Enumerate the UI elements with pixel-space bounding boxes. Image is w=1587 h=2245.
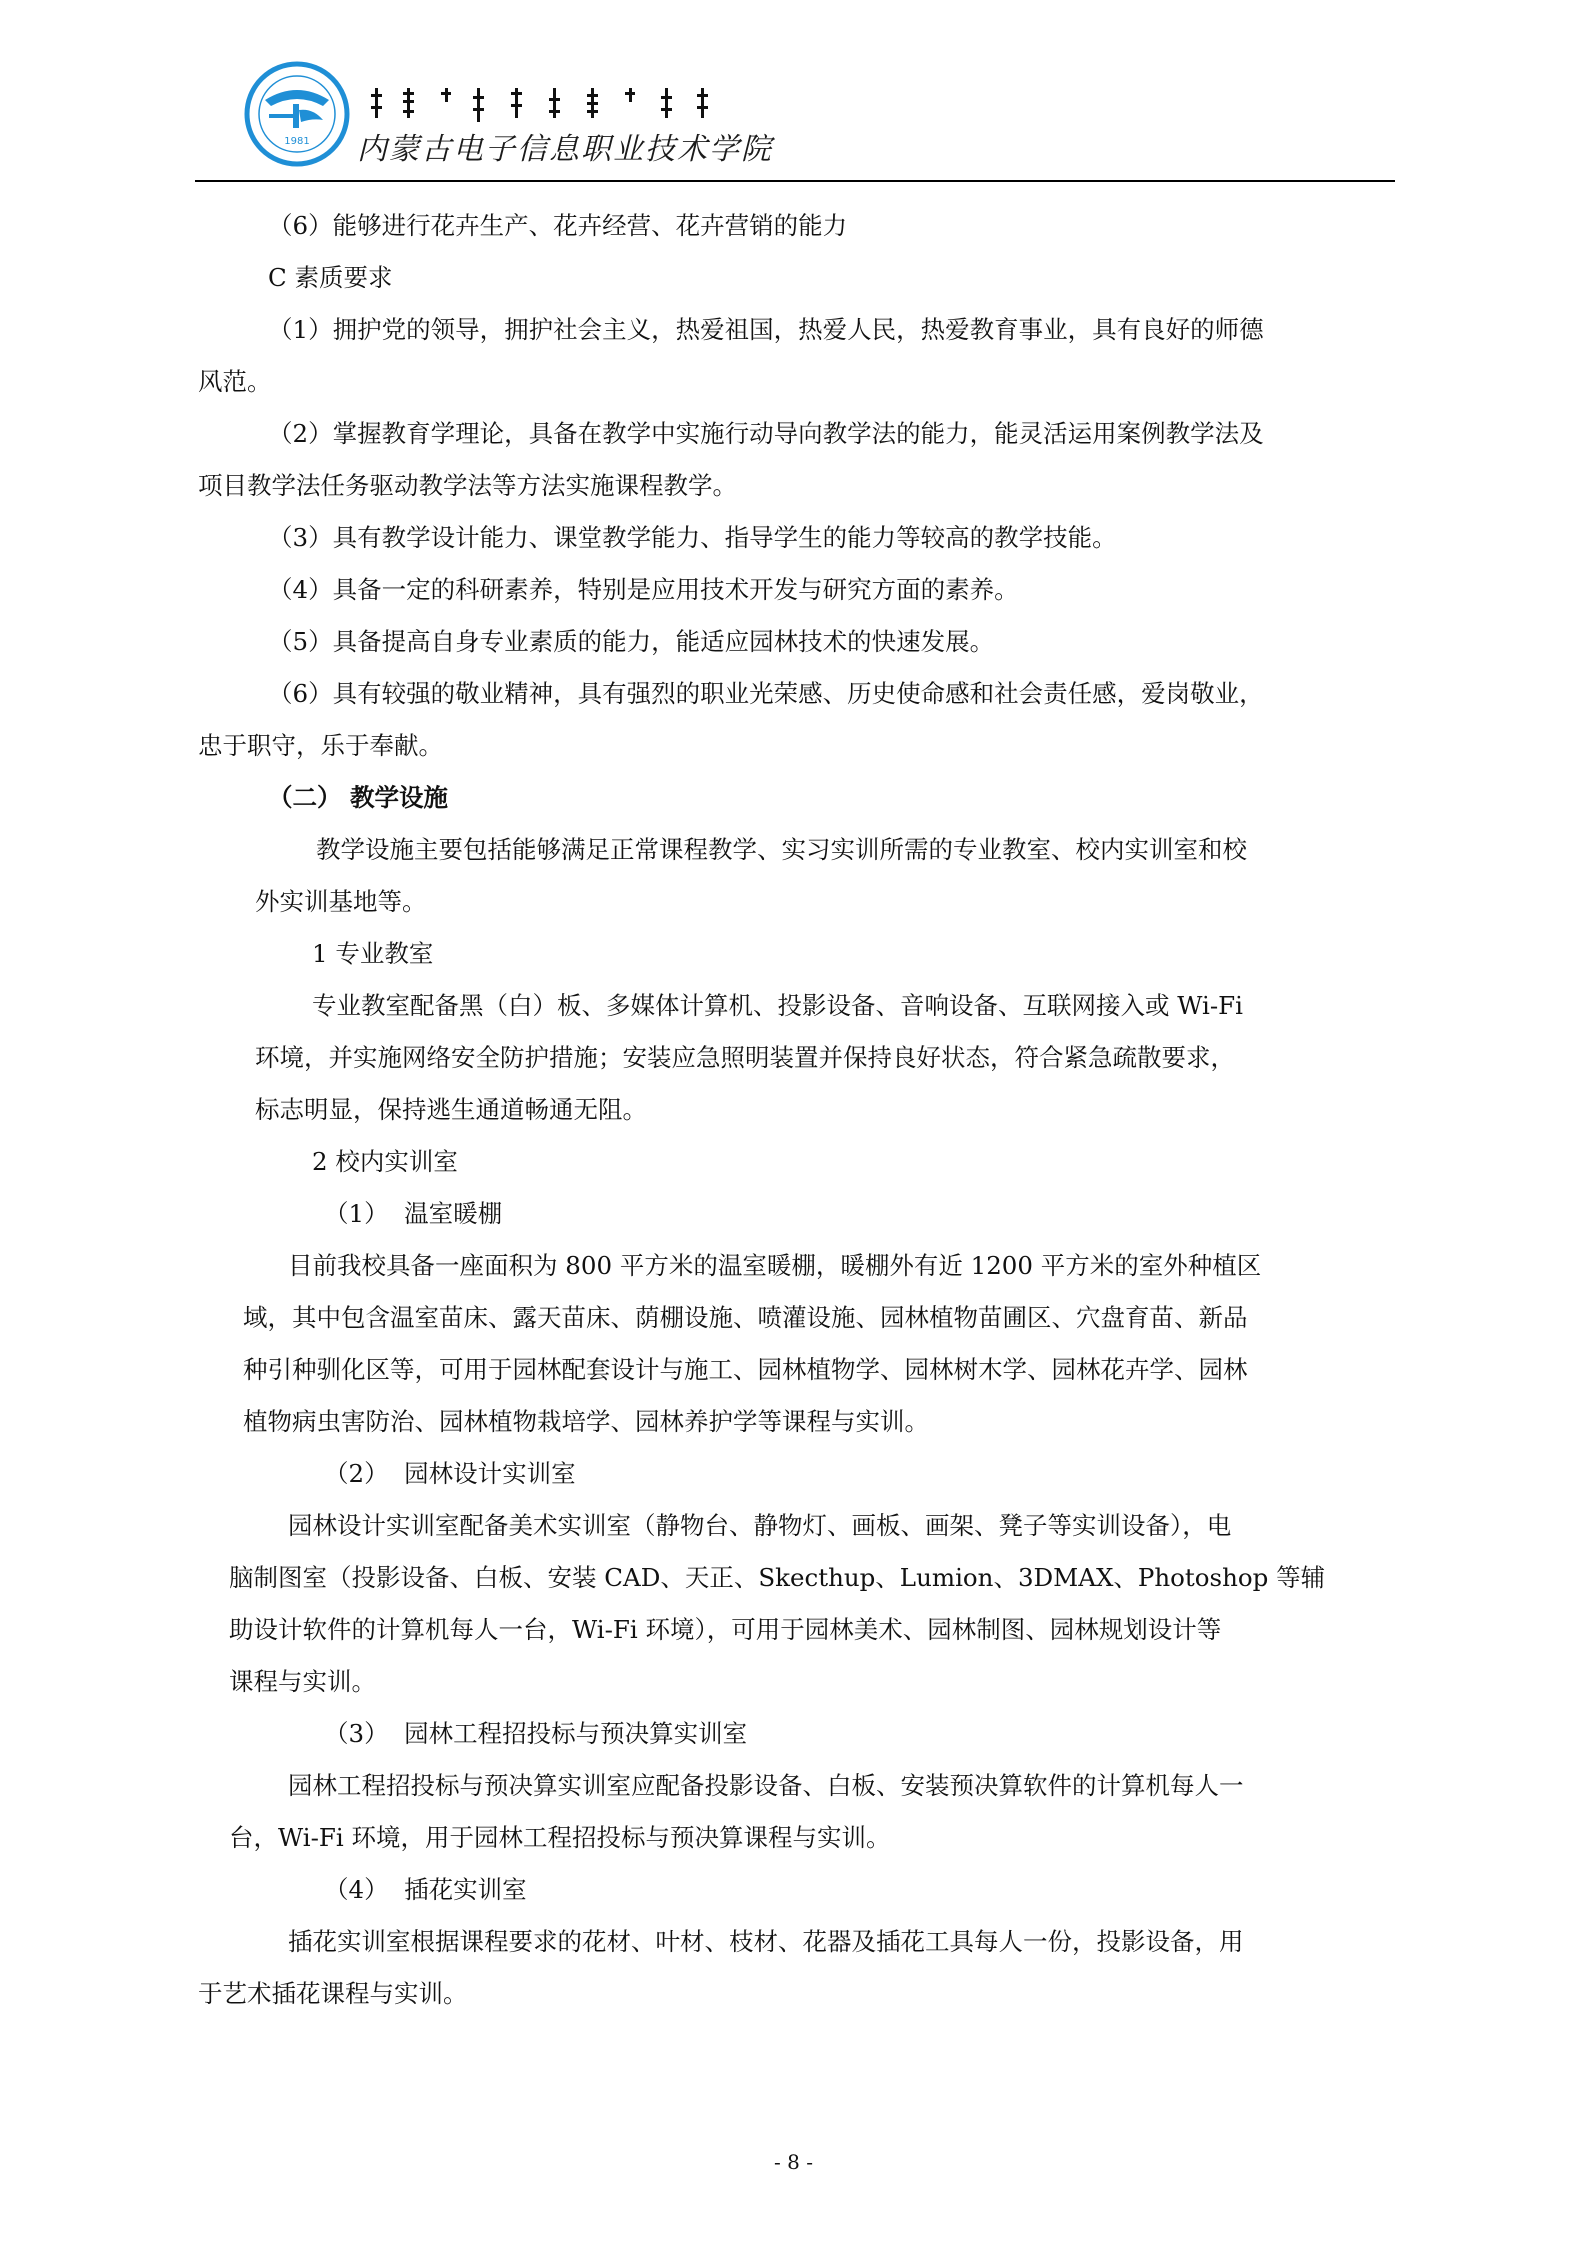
paragraph: 园林设计实训室配备美术实训室（静物台、静物灯、画板、画架、凳子等实训设备），电 <box>288 1511 1232 1540</box>
paragraph: 标志明显，保持逃生通道畅通无阻。 <box>255 1095 647 1124</box>
paragraph: 环境，并实施网络安全防护措施；安装应急照明装置并保持良好状态，符合紧急疏散要求， <box>255 1043 1235 1072</box>
paragraph: 课程与实训。 <box>229 1667 376 1696</box>
paragraph: 忠于职守，乐于奉献。 <box>198 731 443 760</box>
paragraph: （6）具有较强的敬业精神，具有强烈的职业光荣感、历史使命感和社会责任感，爱岗敬业， <box>268 679 1264 708</box>
logo-year: 1981 <box>284 136 310 147</box>
paragraph: （2）掌握教育学理论，具备在教学中实施行动导向教学法的能力，能灵活运用案例教学法及 <box>268 419 1264 448</box>
item-heading: （2） 园林设计实训室 <box>324 1459 576 1488</box>
paragraph: 专业教室配备黑（白）板、多媒体计算机、投影设备、音响设备、互联网接入或 Wi-Fi <box>312 991 1243 1020</box>
paragraph: 教学设施主要包括能够满足正常课程教学、实习实训所需的专业教室、校内实训室和校 <box>316 835 1247 864</box>
item-heading: （3） 园林工程招投标与预决算实训室 <box>324 1719 748 1748</box>
paragraph: （6）能够进行花卉生产、花卉经营、花卉营销的能力 <box>268 211 848 240</box>
mongolian-script-name <box>365 84 885 124</box>
section-heading: （二） 教学设施 <box>268 783 449 812</box>
paragraph: 插花实训室根据课程要求的花材、叶材、枝材、花器及插花工具每人一份，投影设备，用 <box>288 1927 1244 1956</box>
paragraph: 于艺术插花课程与实训。 <box>198 1979 468 2008</box>
subsection-heading: 1 专业教室 <box>312 939 434 968</box>
paragraph: 园林工程招投标与预决算实训室应配备投影设备、白板、安装预决算软件的计算机每人一 <box>288 1771 1244 1800</box>
mongolian-script-icon <box>365 84 885 124</box>
page-number: - 8 - <box>774 2150 813 2174</box>
page-header <box>195 48 1395 178</box>
paragraph: 风范。 <box>198 367 272 396</box>
page-body <box>198 200 1398 2020</box>
paragraph: C 素质要求 <box>268 263 393 292</box>
paragraph: 项目教学法任务驱动教学法等方法实施课程教学。 <box>198 471 737 500</box>
paragraph: 外实训基地等。 <box>255 887 427 916</box>
subsection-heading: 2 校内实训室 <box>312 1147 458 1176</box>
paragraph: 域，其中包含温室苗床、露天苗床、荫棚设施、喷灌设施、园林植物苗圃区、穴盘育苗、新品 <box>243 1303 1248 1332</box>
school-logo-icon <box>243 60 351 168</box>
header-divider <box>195 180 1395 182</box>
paragraph: （1）拥护党的领导，拥护社会主义，热爱祖国，热爱人民，热爱教育事业，具有良好的师德 <box>268 315 1264 344</box>
paragraph: 助设计软件的计算机每人一台，Wi-Fi 环境），可用于园林美术、园林制图、园林规划设计等 <box>229 1615 1222 1644</box>
school-name: 内蒙古电子信息职业技术学院 <box>357 132 773 167</box>
paragraph: 台，Wi-Fi 环境，用于园林工程招投标与预决算课程与实训。 <box>229 1823 891 1852</box>
item-heading: （4） 插花实训室 <box>324 1875 527 1904</box>
paragraph: 植物病虫害防治、园林植物栽培学、园林养护学等课程与实训。 <box>243 1407 929 1436</box>
paragraph: 目前我校具备一座面积为 800 平方米的温室暖棚，暖棚外有近 1200 平方米的室外种植区 <box>288 1251 1262 1280</box>
paragraph: （3）具有教学设计能力、课堂教学能力、指导学生的能力等较高的教学技能。 <box>268 523 1117 552</box>
paragraph: （4）具备一定的科研素养，特别是应用技术开发与研究方面的素养。 <box>268 575 1019 604</box>
paragraph: 种引种驯化区等，可用于园林配套设计与施工、园林植物学、园林树木学、园林花卉学、园林 <box>243 1355 1248 1384</box>
school-logo <box>243 60 351 168</box>
paragraph: （5）具备提高自身专业素质的能力，能适应园林技术的快速发展。 <box>268 627 995 656</box>
item-heading: （1） 温室暖棚 <box>324 1199 503 1228</box>
paragraph: 脑制图室（投影设备、白板、安装 CAD、天正、Skecthup、Lumion、3DMAX、Photoshop 等辅 <box>229 1563 1326 1592</box>
